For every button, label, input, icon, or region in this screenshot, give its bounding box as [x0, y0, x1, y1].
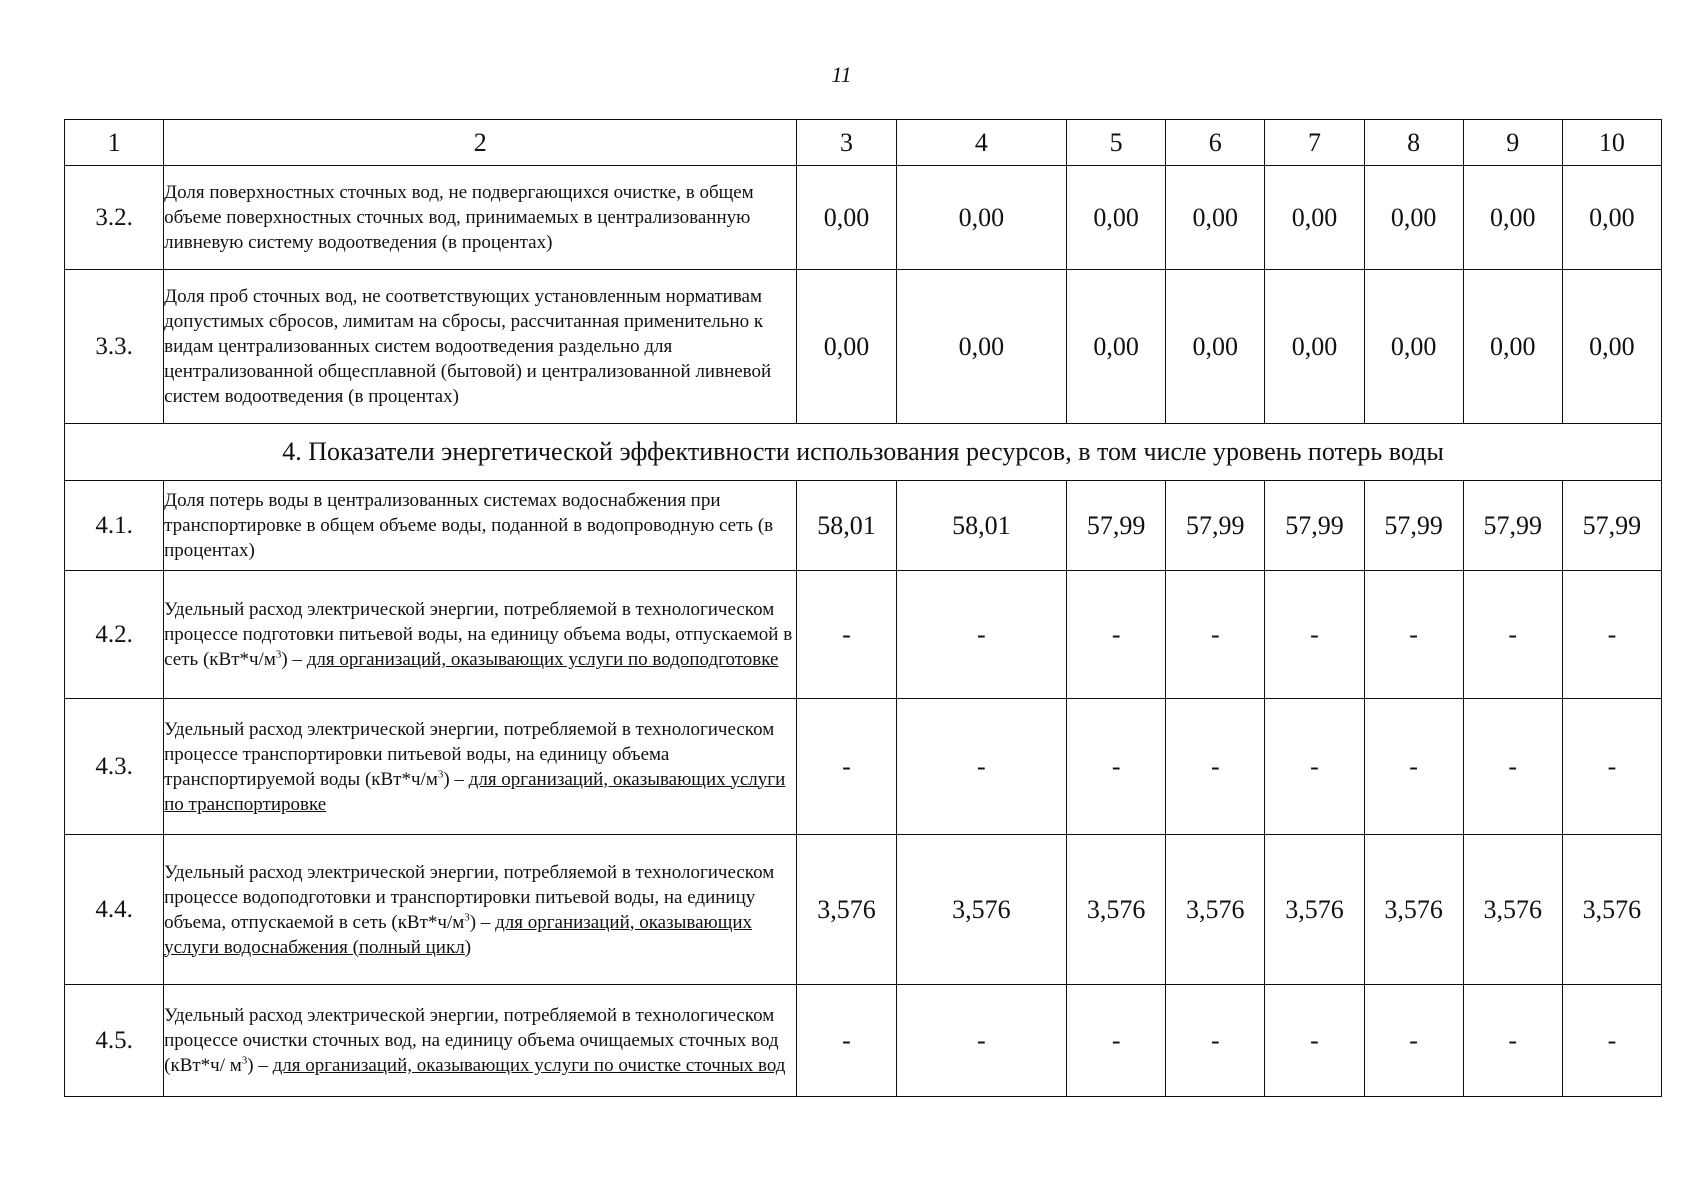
value-cell: 3,576 — [1265, 835, 1364, 985]
table-row — [65, 481, 1662, 571]
column-header: 10 — [1562, 120, 1661, 166]
row-number: 4.3. — [65, 699, 164, 835]
row-description — [164, 481, 797, 571]
value-cell: - — [1562, 699, 1661, 835]
value-cell: 57,99 — [1463, 481, 1562, 571]
value-cell: - — [1562, 985, 1661, 1097]
value-cell: 3,576 — [896, 835, 1067, 985]
column-header: 5 — [1067, 120, 1166, 166]
value-cell: 0,00 — [1463, 270, 1562, 424]
table-row — [65, 166, 1662, 270]
value-cell: 0,00 — [896, 270, 1067, 424]
value-cell: - — [1364, 571, 1463, 699]
column-header: 6 — [1166, 120, 1265, 166]
value-cell: 0,00 — [797, 270, 896, 424]
row-description — [164, 571, 797, 699]
value-cell: 3,576 — [797, 835, 896, 985]
value-cell: 0,00 — [1166, 270, 1265, 424]
description-underlined: для организаций, оказывающих услуги по водоподготовке — [306, 649, 779, 670]
superscript: 3 — [437, 768, 444, 781]
description-underlined: для организаций, оказывающих услуги по транспортировке — [164, 768, 786, 815]
value-cell: - — [1067, 985, 1166, 1097]
value-cell: - — [797, 985, 896, 1097]
column-header: 9 — [1463, 120, 1562, 166]
value-cell: 0,00 — [1562, 270, 1661, 424]
value-cell: 57,99 — [1562, 481, 1661, 571]
value-cell: - — [1463, 571, 1562, 699]
table-row — [65, 270, 1662, 424]
value-cell: - — [1166, 985, 1265, 1097]
value-cell: - — [896, 985, 1067, 1097]
row-number: 4.5. — [65, 985, 164, 1097]
section-row — [65, 424, 1662, 481]
value-cell: 0,00 — [1067, 270, 1166, 424]
value-cell: 0,00 — [1463, 166, 1562, 270]
value-cell: - — [1166, 699, 1265, 835]
description-text: Удельный расход электрической энергии, потребляемой в технологическом процессе водоподготовки и транспортировки питьевой воды, на единицу объема, отпускаемой в сеть (кВт*ч/м — [164, 861, 775, 933]
section-title: 4. Показатели энергетической эффективности использования ресурсов, в том числе уровень потерь воды — [65, 424, 1662, 481]
value-cell: - — [1364, 699, 1463, 835]
column-header: 4 — [896, 120, 1067, 166]
column-header: 2 — [164, 120, 797, 166]
header-row — [65, 120, 1662, 166]
value-cell: 0,00 — [1166, 166, 1265, 270]
description-text: Доля потерь воды в централизованных системах водоснабжения при транспортировке в общем объеме воды, поданной в водопроводную сеть (в процентах) — [164, 490, 774, 561]
description-text-after: ) – — [443, 768, 469, 790]
value-cell: - — [1265, 571, 1364, 699]
value-cell: 3,576 — [1166, 835, 1265, 985]
value-cell: 58,01 — [896, 481, 1067, 571]
value-cell: - — [896, 571, 1067, 699]
value-cell: 57,99 — [1265, 481, 1364, 571]
value-cell: 0,00 — [1364, 166, 1463, 270]
value-cell: - — [1067, 571, 1166, 699]
value-cell: 3,576 — [1562, 835, 1661, 985]
value-cell: - — [1463, 699, 1562, 835]
value-cell: 0,00 — [797, 166, 896, 270]
description-text-after: ) – — [247, 1055, 273, 1076]
column-header: 7 — [1265, 120, 1364, 166]
value-cell: - — [1463, 985, 1562, 1097]
description-text-after: ) – — [469, 911, 496, 933]
value-cell: 3,576 — [1463, 835, 1562, 985]
description-text-after: ) – — [281, 649, 307, 670]
row-number: 4.2. — [65, 571, 164, 699]
row-number: 3.3. — [65, 270, 164, 424]
row-number: 4.1. — [65, 481, 164, 571]
value-cell: - — [1166, 571, 1265, 699]
description-text: Доля поверхностных сточных вод, не подвергающихся очистке, в общем объеме поверхностных сточных вод, принимаемых в централизованную ливневую систему водоотведения (в процентах) — [164, 182, 754, 253]
value-cell: - — [1265, 699, 1364, 835]
value-cell: 57,99 — [1067, 481, 1166, 571]
value-cell: 0,00 — [1562, 166, 1661, 270]
value-cell: 57,99 — [1166, 481, 1265, 571]
table-row — [65, 985, 1662, 1097]
value-cell: - — [797, 571, 896, 699]
value-cell: 0,00 — [896, 166, 1067, 270]
row-number: 3.2. — [65, 166, 164, 270]
table-row — [65, 571, 1662, 699]
value-cell: 0,00 — [1265, 166, 1364, 270]
description-text: Доля проб сточных вод, не соответствующих установленным нормативам допустимых сбросов, лимитам на сбросы, рассчитанная применительно к видам централизованных систем водоотведения раздельно для централизованной общесплавной (бытовой) и централизованной ливневой систем водоотведения (в процентах) — [164, 286, 772, 407]
row-description — [164, 699, 797, 835]
value-cell: - — [1067, 699, 1166, 835]
value-cell: - — [797, 699, 896, 835]
column-header: 3 — [797, 120, 896, 166]
superscript: 3 — [241, 1054, 248, 1067]
row-description — [164, 985, 797, 1097]
value-cell: 58,01 — [797, 481, 896, 571]
value-cell: - — [1265, 985, 1364, 1097]
value-cell: - — [896, 699, 1067, 835]
value-cell: 0,00 — [1364, 270, 1463, 424]
value-cell: - — [1364, 985, 1463, 1097]
description-text: Удельный расход электрической энергии, потребляемой в технологическом процессе подготовки питьевой воды, на единицу объема воды, отпускаемой в сеть (кВт*ч/м — [164, 599, 793, 670]
page-number: 11 — [831, 62, 852, 87]
row-description — [164, 835, 797, 985]
description-underlined: для организаций, оказывающих услуги водоснабжения (полный цикл) — [164, 911, 753, 958]
value-cell: 0,00 — [1067, 166, 1166, 270]
superscript: 3 — [464, 911, 470, 924]
column-header: 8 — [1364, 120, 1463, 166]
row-description — [164, 166, 797, 270]
description-text: Удельный расход электрической энергии, потребляемой в технологическом процессе очистки сточных вод, на единицу объема очищаемых сточных вод (кВт*ч/ м — [164, 1005, 779, 1076]
column-header: 1 — [65, 120, 164, 166]
description-text: Удельный расход электрической энергии, потребляемой в технологическом процессе транспортировки питьевой воды, на единицу объема транспортируемой воды (кВт*ч/м — [164, 718, 775, 790]
description-underlined: для организаций, оказывающих услуги по очистке сточных вод — [272, 1055, 786, 1076]
value-cell: - — [1562, 571, 1661, 699]
value-cell: 3,576 — [1067, 835, 1166, 985]
table-row — [65, 699, 1662, 835]
row-number: 4.4. — [65, 835, 164, 985]
value-cell: 3,576 — [1364, 835, 1463, 985]
row-description — [164, 270, 797, 424]
table-row — [65, 835, 1662, 985]
value-cell: 0,00 — [1265, 270, 1364, 424]
indicators-table — [64, 119, 1662, 1097]
value-cell: 57,99 — [1364, 481, 1463, 571]
superscript: 3 — [275, 648, 282, 661]
